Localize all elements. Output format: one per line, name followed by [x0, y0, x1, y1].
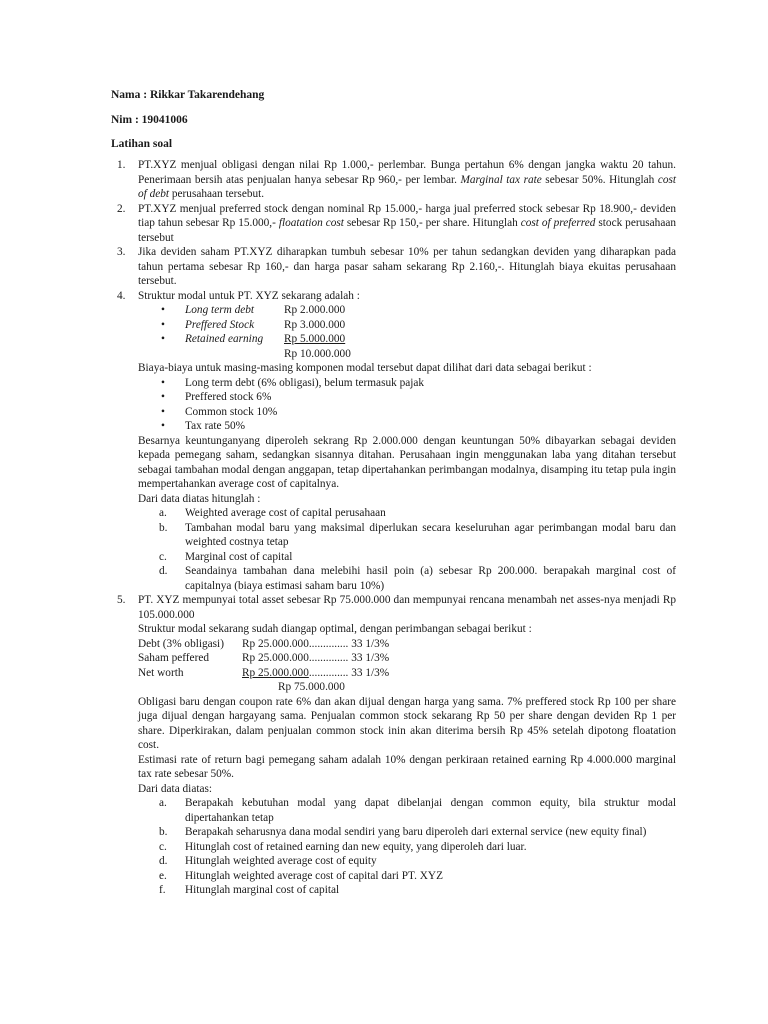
question-ask: Dari data diatas hitunglah : — [138, 492, 261, 505]
sub-text: Hitunglah marginal cost of capital — [185, 884, 340, 896]
capital-item — [138, 318, 676, 333]
sub-letter: b. — [159, 826, 168, 838]
cost-item: • Tax rate 50% — [138, 419, 676, 434]
question-text: Jika deviden saham PT.XYZ diharapkan tumbuh sebesar 10% per tahun sedangkan deviden yang diharapkan pada tahun pertama sebesar Rp 160,- dan harga pasar saham sekarang Rp 2.160,-. Hitunglah biaya ekuitas perusahaan tersebut. — [138, 246, 676, 287]
question-number: 1. — [117, 159, 126, 171]
structure-row — [138, 637, 676, 652]
sub-question — [138, 840, 676, 855]
question-ask: Dari data diatas: — [138, 782, 213, 795]
structure-row — [138, 651, 676, 666]
question-intro: PT. XYZ mempunyai total asset sebesar Rp 75.000.000 dan mempunyai rencana menambah net asses-nya menjadi Rp 105.000.000 — [138, 594, 676, 621]
student-name: Nama : Rikkar Takarendehang — [111, 89, 265, 101]
question-text: PT.XYZ menjual obligasi dengan nilai Rp 1.000,- perlembar. Bunga pertahun 6% dengan jangka waktu 20 tahun. Penerimaan bersih atas penjualan hanya sebesar Rp 960,- per lembar. Marginal tax rate sebesar 50%. Hitunglah cost of debt perusahaan tersebut. — [138, 159, 677, 200]
sub-question — [138, 564, 676, 593]
question-number: 3. — [117, 246, 126, 258]
structure-value: Rp 25.000.000 — [242, 637, 309, 650]
capital-label: Preffered Stock — [185, 318, 255, 331]
question-list — [111, 158, 676, 898]
sub-text: Berapakah seharusnya dana modal sendiri yang baru diperoleh dari external service (new equity final) — [185, 826, 647, 838]
cost-intro: Biaya-biaya untuk masing-masing komponen modal tersebut dapat dilihat dari data sebagai berikut : — [138, 362, 592, 374]
sub-letter: e. — [159, 869, 167, 882]
sub-question — [138, 869, 676, 884]
sub-text: Hitunglah cost of retained earning dan new equity, yang diperoleh dari luar. — [185, 840, 527, 853]
sub-question — [138, 550, 676, 565]
capital-label: Long term debt — [185, 304, 255, 316]
capital-value: Rp 3.000.000 — [284, 318, 346, 331]
sub-text: Hitunglah weighted average cost of capital dari PT. XYZ — [185, 869, 443, 882]
sub-text: Weighted average cost of capital perusahaan — [185, 507, 386, 519]
question-number: 2. — [117, 202, 126, 215]
structure-label: Net worth — [138, 666, 184, 679]
sub-text: Berapakah kebutuhan modal yang dapat dibelanjai dengan common equity, bila struktur modal dipertahankan tetap — [185, 797, 676, 824]
sub-text: Seandainya tambahan dana melebihi hasil poin (a) sebesar Rp 200.000. berapakah marginal cost of capitalnya (biaya estimasi saham baru 10%) — [185, 565, 676, 592]
sub-text: Tambahan modal baru yang maksimal diperlukan secara keseluruhan agar perimbangan modal baru dan weighted costnya tetap — [185, 521, 676, 548]
cost-item: • Preffered stock 6% — [138, 390, 676, 405]
cost-item: • Common stock 10% — [138, 405, 676, 420]
question-2 — [111, 202, 676, 246]
sub-question — [138, 521, 676, 550]
sub-letter: c. — [159, 550, 167, 563]
structure-dots: .............. — [308, 637, 349, 650]
structure-total: Rp 75.000.000 — [278, 681, 345, 693]
sub-letter: d. — [159, 855, 168, 867]
structure-value: Rp 25.000.000 — [242, 652, 309, 664]
question-intro: Struktur modal untuk PT. XYZ sekarang adalah : — [138, 289, 360, 302]
structure-label: Debt (3% obligasi) — [138, 637, 224, 650]
question-number: 4. — [117, 289, 126, 302]
question-text: PT.XYZ menjual preferred stock dengan nominal Rp 15.000,- harga jual preferred stock sebesar Rp 18.900,- deviden tiap tahun sebesar Rp 15.000,- floatation cost sebesar Rp 150,- per share. Hitunglah cost of preferred stock perusahaan tersebut — [138, 202, 676, 244]
question-paragraph: Obligasi baru dengan coupon rate 6% dan akan dijual dengan harga yang sama. 7% preffered stock Rp 100 per share juga dijual dengan hargayang sama. Penjualan common stock sekarang Rp 50 per share dengan deviden Rp 1 per share. Diperkirakan, dalam penjualan common stock inin akan diterima bersih Rp 45% setelah dipotong floatation cost. — [138, 695, 676, 751]
sub-question — [138, 825, 676, 840]
structure-pct: 33 1/3% — [351, 666, 390, 679]
question-5 — [111, 593, 676, 898]
capital-total: Rp 10.000.000 — [284, 347, 351, 360]
structure-pct: 33 1/3% — [351, 652, 390, 664]
capital-value: Rp 5.000.000 — [284, 333, 346, 345]
structure-dots: .............. — [308, 652, 349, 664]
sub-question — [138, 854, 676, 869]
sub-letter: a. — [159, 797, 167, 809]
structure-label: Saham peffered — [138, 652, 209, 664]
capital-item — [138, 303, 676, 318]
capital-value: Rp 2.000.000 — [284, 304, 346, 316]
question-paragraph: Besarnya keuntunganyang diperoleh sekrang Rp 2.000.000 dengan keuntungan 50% dibayarkan sebagai deviden kepada pemegang saham, sedangkan sisannya ditahan. Perusahaan ingin menggunakan laba yang ditahan tersebut sebagai tambahan modal dengan anggapan, tetap dipertahankan perimbangan modalnya, disamping itu tetap pula ingin mempertahankan average cost of capitalnya. — [138, 434, 676, 490]
sub-letter: a. — [159, 507, 167, 519]
structure-intro: Struktur modal sekarang sudah diangap optimal, dengan perimbangan sebagai berikut : — [138, 623, 532, 635]
exercise-title: Latihan soal — [111, 138, 173, 150]
structure-dots: .............. — [308, 666, 349, 679]
sub-question — [138, 883, 676, 898]
student-nim: Nim : 19041006 — [111, 114, 188, 126]
cost-item: • Long term debt (6% obligasi), belum termasuk pajak — [138, 376, 676, 391]
structure-value: Rp 25.000.000 — [242, 666, 309, 679]
question-1 — [111, 158, 676, 202]
sub-question — [138, 796, 676, 825]
structure-row — [138, 666, 676, 681]
capital-item — [138, 332, 676, 347]
sub-letter: d. — [159, 565, 168, 577]
question-3 — [111, 245, 676, 289]
question-number: 5. — [117, 594, 126, 606]
sub-letter: b. — [159, 521, 168, 534]
capital-label: Retained earning — [185, 333, 264, 345]
question-paragraph: Estimasi rate of return bagi pemegang saham adalah 10% dengan perkiraan retained earning Rp 4.000.000 marginal tax rate sebesar 50%. — [138, 753, 676, 780]
sub-question — [138, 506, 676, 521]
question-4 — [111, 289, 676, 594]
sub-letter: f. — [159, 884, 166, 896]
sub-letter: c. — [159, 840, 167, 853]
structure-pct: 33 1/3% — [351, 637, 390, 650]
sub-text: Hitunglah weighted average cost of equity — [185, 855, 377, 867]
sub-text: Marginal cost of capital — [185, 550, 293, 563]
